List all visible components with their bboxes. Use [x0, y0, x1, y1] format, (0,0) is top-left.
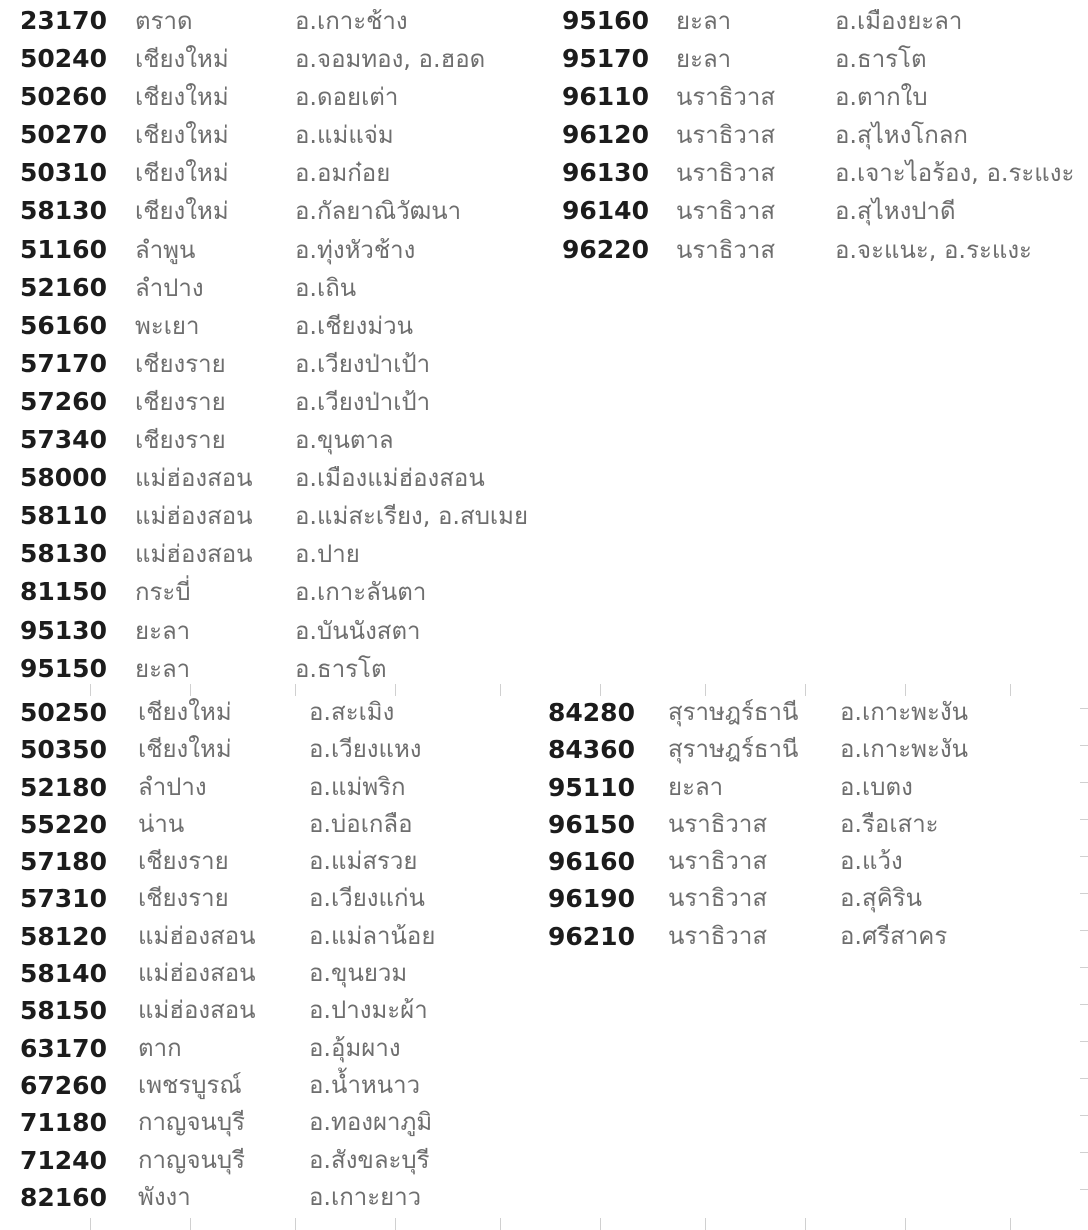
- province-name: เชียงราย: [135, 426, 226, 455]
- postal-code: 82160: [20, 1182, 107, 1212]
- rule-tick: [500, 1218, 501, 1230]
- postal-code: 96150: [548, 809, 635, 839]
- district-name: อ.เวียงแก่น: [309, 884, 425, 913]
- postal-code: 51160: [20, 234, 107, 264]
- district-name: อ.ธารโต: [835, 45, 927, 74]
- district-name: อ.อมก๋อย: [295, 159, 391, 188]
- postal-code: 57310: [20, 884, 107, 914]
- rule-tick: [1080, 708, 1088, 709]
- district-name: อ.เกาะยาว: [309, 1182, 422, 1211]
- rule-tick: [600, 684, 601, 696]
- province-name: แม่ฮ่องสอน: [138, 921, 256, 950]
- rule-tick: [705, 1218, 706, 1230]
- province-name: พะเยา: [135, 311, 200, 340]
- province-name: ยะลา: [135, 616, 191, 645]
- district-name: อ.แว้ง: [840, 847, 903, 876]
- province-name: สุราษฎร์ธานี: [668, 735, 799, 764]
- rule-tick: [1080, 967, 1088, 968]
- province-name: แม่ฮ่องสอน: [135, 464, 253, 493]
- district-name: อ.ปางมะผ้า: [309, 996, 428, 1025]
- postal-code: 52160: [20, 272, 107, 302]
- district-name: อ.เกาะช้าง: [295, 7, 408, 35]
- postal-code: 95160: [562, 6, 649, 35]
- district-name: อ.แม่แจ่ม: [295, 121, 394, 150]
- district-name: อ.ธารโต: [295, 654, 387, 683]
- district-name: อ.สะเมิง: [309, 698, 395, 726]
- rule-tick: [905, 1218, 906, 1230]
- postal-code: 58120: [20, 921, 107, 951]
- province-name: เชียงราย: [138, 884, 229, 913]
- province-name: เชียงใหม่: [135, 121, 229, 150]
- district-name: อ.ศรีสาคร: [840, 921, 948, 950]
- postal-code: 50260: [20, 82, 107, 112]
- province-name: แม่ฮ่องสอน: [135, 502, 253, 531]
- province-name: น่าน: [138, 809, 185, 838]
- postal-code: 50240: [20, 44, 107, 74]
- postal-code: 84360: [548, 735, 635, 765]
- postal-code: 58130: [20, 539, 107, 569]
- district-name: อ.เกาะพะงัน: [840, 735, 968, 764]
- rule-tick: [1080, 1041, 1088, 1042]
- province-name: ลำปาง: [138, 772, 207, 801]
- postal-code: 50310: [20, 158, 107, 188]
- rule-tick: [1080, 930, 1088, 931]
- rule-tick: [1080, 1115, 1088, 1116]
- postal-code: 58150: [20, 996, 107, 1026]
- postal-code: 96190: [548, 884, 635, 914]
- district-name: อ.เกาะลันตา: [295, 578, 427, 607]
- province-name: นราธิวาส: [676, 197, 776, 226]
- postal-code: 96120: [562, 120, 649, 150]
- district-name: อ.แม่พริก: [309, 772, 406, 801]
- district-name: อ.ขุนตาล: [295, 426, 394, 455]
- province-name: นราธิวาส: [668, 921, 768, 950]
- district-name: อ.ตากใบ: [835, 83, 928, 112]
- province-name: เชียงใหม่: [135, 197, 229, 226]
- province-name: กระบี่: [135, 578, 191, 607]
- province-name: เชียงราย: [135, 349, 226, 378]
- province-name: นราธิวาส: [668, 884, 768, 913]
- postal-code: 96220: [562, 234, 649, 264]
- province-name: ยะลา: [676, 7, 732, 35]
- rule-tick: [1010, 684, 1011, 696]
- postal-code: 95170: [562, 44, 649, 74]
- rule-tick: [1010, 1218, 1011, 1230]
- postal-code: 57340: [20, 425, 107, 455]
- rule-tick: [600, 1218, 601, 1230]
- province-name: ยะลา: [135, 654, 191, 683]
- rule-tick: [805, 684, 806, 696]
- rule-tick: [190, 1218, 191, 1230]
- district-name: อ.เมืองแม่ฮ่องสอน: [295, 464, 485, 493]
- district-name: อ.รือเสาะ: [840, 809, 939, 838]
- postal-code: 81150: [20, 577, 107, 607]
- postal-code: 50250: [20, 698, 107, 727]
- district-name: อ.สังขละบุรี: [309, 1145, 430, 1174]
- province-name: เชียงราย: [135, 387, 226, 416]
- district-name: อ.เวียงแหง: [309, 735, 422, 764]
- rule-tick: [1080, 856, 1088, 857]
- province-name: กาญจนบุรี: [138, 1108, 246, 1137]
- postal-code: 84280: [548, 698, 635, 727]
- postal-code: 96160: [548, 847, 635, 877]
- rule-tick: [90, 684, 91, 696]
- province-name: นราธิวาส: [668, 809, 768, 838]
- province-name: นราธิวาส: [676, 121, 776, 150]
- province-name: เชียงใหม่: [138, 698, 232, 726]
- postal-code: 71180: [20, 1108, 107, 1138]
- province-name: ยะลา: [668, 772, 724, 801]
- postal-code: 50270: [20, 120, 107, 150]
- district-name: อ.น้ำหนาว: [309, 1070, 421, 1099]
- postal-code: 58110: [20, 501, 107, 531]
- district-name: อ.อุ้มผาง: [309, 1033, 401, 1062]
- district-name: อ.ปาย: [295, 540, 360, 569]
- rule-tick: [90, 1218, 91, 1230]
- province-name: เพชรบูรณ์: [138, 1070, 242, 1099]
- postal-code-table-bottom: [0, 688, 1088, 1230]
- rule-tick: [295, 684, 296, 696]
- rule-tick: [500, 684, 501, 696]
- district-name: อ.เชียงม่วน: [295, 311, 414, 340]
- rule-tick: [1080, 782, 1088, 783]
- postal-code: 96140: [562, 196, 649, 226]
- district-name: อ.สุคิริน: [840, 884, 923, 913]
- district-name: อ.แม่ลาน้อย: [309, 921, 436, 950]
- province-name: นราธิวาส: [676, 159, 776, 188]
- rule-tick: [1080, 1189, 1088, 1190]
- postal-code: 57260: [20, 386, 107, 416]
- province-name: สุราษฎร์ธานี: [668, 698, 799, 726]
- rule-tick: [1080, 745, 1088, 746]
- province-name: ตาก: [138, 1033, 182, 1062]
- district-name: อ.เมืองยะลา: [835, 7, 963, 35]
- rule-tick: [1080, 893, 1088, 894]
- district-name: อ.สุไหงปาดี: [835, 197, 956, 226]
- province-name: ยะลา: [676, 45, 732, 74]
- postal-code: 55220: [20, 809, 107, 839]
- postal-code: 96210: [548, 921, 635, 951]
- postal-code: 95150: [20, 653, 107, 683]
- province-name: เชียงราย: [138, 847, 229, 876]
- district-name: อ.เถิน: [295, 273, 357, 302]
- postal-code: 95110: [548, 772, 635, 802]
- postal-code: 56160: [20, 310, 107, 340]
- postal-code: 63170: [20, 1033, 107, 1063]
- postal-code: 58000: [20, 463, 107, 493]
- province-name: เชียงใหม่: [135, 159, 229, 188]
- province-name: แม่ฮ่องสอน: [138, 996, 256, 1025]
- postal-code: 57170: [20, 348, 107, 378]
- district-name: อ.เกาะพะงัน: [840, 698, 968, 726]
- province-name: นราธิวาส: [676, 83, 776, 112]
- rule-tick: [805, 1218, 806, 1230]
- province-name: เชียงใหม่: [138, 735, 232, 764]
- rule-tick: [1080, 1078, 1088, 1079]
- postal-code: 58140: [20, 959, 107, 989]
- rule-tick: [395, 684, 396, 696]
- postal-code: 96130: [562, 158, 649, 188]
- postal-code: 96110: [562, 82, 649, 112]
- province-name: แม่ฮ่องสอน: [138, 959, 256, 988]
- district-name: อ.เบตง: [840, 772, 913, 801]
- postal-code: 52180: [20, 772, 107, 802]
- province-name: นราธิวาส: [676, 235, 776, 264]
- province-name: แม่ฮ่องสอน: [135, 540, 253, 569]
- postal-code: 95130: [20, 615, 107, 645]
- district-name: อ.เวียงป่าเป้า: [295, 387, 431, 416]
- district-name: อ.บันนังสตา: [295, 616, 421, 645]
- district-name: อ.กัลยาณิวัฒนา: [295, 197, 462, 226]
- rule-tick: [190, 684, 191, 696]
- postal-code: 23170: [20, 6, 107, 35]
- district-name: อ.เวียงป่าเป้า: [295, 349, 431, 378]
- rule-tick: [1080, 1004, 1088, 1005]
- district-name: อ.สุไหงโกลก: [835, 121, 968, 150]
- province-name: ตราด: [135, 7, 193, 35]
- district-name: อ.จะแนะ, อ.ระแงะ: [835, 235, 1032, 264]
- province-name: เชียงใหม่: [135, 45, 229, 74]
- district-name: อ.ทุ่งหัวช้าง: [295, 235, 416, 264]
- rule-tick: [295, 1218, 296, 1230]
- postal-code: 67260: [20, 1070, 107, 1100]
- district-name: อ.ขุนยวม: [309, 959, 408, 988]
- postal-code: 71240: [20, 1145, 107, 1175]
- province-name: ลำปาง: [135, 273, 204, 302]
- district-name: อ.จอมทอง, อ.ฮอด: [295, 45, 486, 74]
- province-name: ลำพูน: [135, 235, 196, 264]
- province-name: เชียงใหม่: [135, 83, 229, 112]
- rule-tick: [1080, 1152, 1088, 1153]
- rule-tick: [395, 1218, 396, 1230]
- district-name: อ.ทองผาภูมิ: [309, 1108, 433, 1137]
- postal-code: 57180: [20, 847, 107, 877]
- district-name: อ.แม่สรวย: [309, 847, 418, 876]
- rule-tick: [1080, 819, 1088, 820]
- province-name: กาญจนบุรี: [138, 1145, 246, 1174]
- rule-tick: [905, 684, 906, 696]
- district-name: อ.เจาะไอร้อง, อ.ระแงะ: [835, 159, 1075, 188]
- province-name: พังงา: [138, 1182, 191, 1211]
- district-name: อ.บ่อเกลือ: [309, 809, 413, 838]
- rule-tick: [705, 684, 706, 696]
- postal-code: 58130: [20, 196, 107, 226]
- province-name: นราธิวาส: [668, 847, 768, 876]
- postal-code: 50350: [20, 735, 107, 765]
- district-name: อ.ดอยเต่า: [295, 83, 399, 112]
- district-name: อ.แม่สะเรียง, อ.สบเมย: [295, 502, 529, 531]
